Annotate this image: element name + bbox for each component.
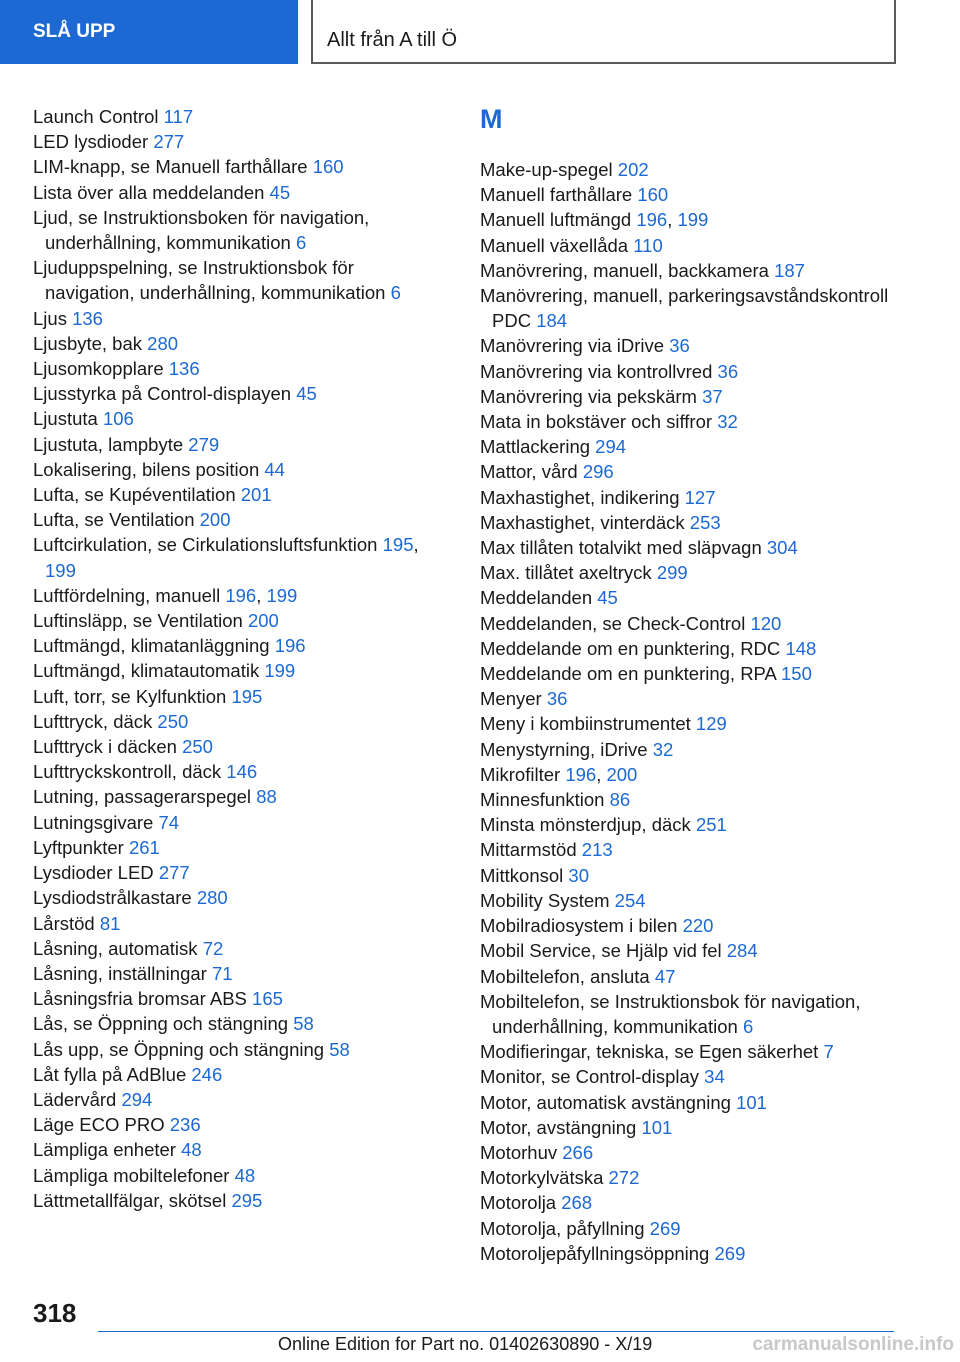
- index-entry: [480, 258, 900, 283]
- page-ref-link[interactable]: 202: [617, 159, 649, 180]
- index-term: Minsta mönsterdjup, däck: [480, 814, 691, 836]
- index-entry: [33, 911, 448, 936]
- index-term: Låsning, automatisk: [33, 937, 198, 959]
- index-term: Mattor, vård: [480, 461, 578, 483]
- index-entry: [480, 661, 900, 686]
- index-term: Lämpliga enheter: [33, 1139, 176, 1161]
- index-entry: [33, 129, 448, 154]
- index-term: Mobility System: [480, 889, 610, 911]
- index-term: Manövrering, manuell, backkamera: [480, 259, 769, 281]
- page-ref-link[interactable]: 199: [677, 209, 709, 231]
- index-entry: [480, 711, 900, 736]
- page-ref-link[interactable]: 101: [736, 1091, 767, 1113]
- page-ref-link[interactable]: 86: [609, 789, 631, 811]
- index-term: Luft, torr, se Kylfunktion: [33, 685, 227, 707]
- page-ref-link[interactable]: 236: [169, 1114, 201, 1136]
- index-entry: [480, 686, 900, 711]
- index-term: Mata in bokstäver och siffror: [480, 411, 713, 433]
- index-entry: [33, 709, 448, 734]
- index-term: Luftinsläpp, se Ventilation: [33, 610, 243, 632]
- page-ref-link[interactable]: 6: [390, 282, 401, 304]
- index-term: Manövrering via iDrive: [480, 335, 665, 357]
- page-ref-link[interactable]: 280: [196, 887, 228, 909]
- header-bar: [0, 0, 960, 66]
- index-term: Lysdioder LED: [33, 862, 154, 884]
- index-term: Luftmängd, klimatautomatik: [33, 660, 260, 682]
- index-entry: Mikrofilter 196, 200: [480, 763, 638, 785]
- page-ref-link[interactable]: 294: [121, 1088, 153, 1110]
- page-ref-link[interactable]: 45: [296, 383, 317, 405]
- index-term: Motorolja: [480, 1192, 557, 1214]
- index-entry: [33, 482, 448, 507]
- page-ref-link[interactable]: 299: [656, 562, 688, 584]
- index-entry: [480, 888, 900, 913]
- index-entry: [480, 611, 900, 636]
- page-ref-link[interactable]: 101: [641, 1116, 673, 1138]
- page-ref-link[interactable]: 196: [636, 209, 668, 231]
- index-entry: [33, 1188, 448, 1213]
- index-term: Lufta, se Kupéventilation: [33, 484, 236, 506]
- index-entry: [33, 457, 448, 482]
- index-term: Meddelande om en punktering, RDC: [480, 637, 781, 659]
- index-term: Mattlackering: [480, 436, 591, 458]
- section-tab[interactable]: SLÅ UPP: [0, 0, 298, 64]
- page-ref-link[interactable]: 37: [702, 385, 723, 407]
- index-term: Motor, avstängning: [480, 1116, 637, 1138]
- index-term: Meny i kombiinstrumentet: [480, 713, 691, 735]
- page-ref-link[interactable]: 146: [226, 761, 258, 783]
- page-ref-link[interactable]: 266: [562, 1141, 594, 1163]
- index-term: Menystyrning, iDrive: [480, 738, 648, 760]
- page-ref-link[interactable]: 160: [637, 184, 669, 206]
- index-column-right: [480, 104, 900, 1266]
- index-term: Manuell växellåda: [480, 234, 629, 256]
- page-ref-link[interactable]: 48: [234, 1164, 256, 1186]
- index-term: Max. tillåtet axeltryck: [480, 562, 652, 584]
- page-ref-link[interactable]: 48: [181, 1139, 202, 1161]
- index-term: Mikrofilter: [480, 763, 561, 785]
- page-ref-link[interactable]: 136: [168, 358, 200, 380]
- page-ref-link[interactable]: 127: [684, 486, 716, 508]
- page-ref-link[interactable]: 36: [669, 335, 690, 357]
- index-term: Mittarmstöd: [480, 839, 577, 861]
- index-entry: [33, 1037, 448, 1062]
- index-term: Läge ECO PRO: [33, 1114, 165, 1136]
- page-ref-link[interactable]: 250: [182, 736, 213, 758]
- index-term: Minnesfunktion: [480, 789, 605, 811]
- index-entry: [480, 1241, 900, 1266]
- page-ref-link[interactable]: 71: [211, 962, 233, 984]
- index-term: Mobilradiosystem i bilen: [480, 915, 678, 937]
- index-entry: [480, 636, 900, 661]
- index-entry: [480, 1115, 900, 1140]
- page-ref-link[interactable]: 32: [652, 738, 674, 760]
- page-ref-link[interactable]: 187: [774, 259, 805, 281]
- index-term: Motorkylvätska: [480, 1167, 604, 1189]
- page-ref-link[interactable]: 7: [823, 1041, 834, 1063]
- index-term: Ljud, se Instruktionsboken för navigation, underhållning, kommunikation: [33, 206, 370, 254]
- index-entry: [33, 306, 448, 331]
- page-ref-link[interactable]: 254: [614, 889, 646, 911]
- index-entry: [33, 759, 448, 784]
- index-entry: [33, 658, 448, 683]
- index-entry: [480, 863, 900, 888]
- index-entry: [480, 837, 900, 862]
- index-term: Lokalisering, bilens position: [33, 458, 260, 480]
- page-ref-link[interactable]: 261: [128, 836, 160, 858]
- index-term: Max tillåten totalvikt med släpvagn: [480, 537, 762, 559]
- index-entry: [480, 1090, 900, 1115]
- page-ref-link[interactable]: 304: [766, 537, 798, 559]
- index-entry: [480, 787, 900, 812]
- index-term: Manövrering via kontrollvred: [480, 360, 713, 382]
- index-term: Lista över alla meddelanden: [33, 181, 265, 203]
- page-ref-link[interactable]: 148: [785, 637, 817, 659]
- index-term: Ljustuta, lampbyte: [33, 433, 184, 455]
- page-ref-link[interactable]: 88: [256, 786, 277, 808]
- page-ref-link[interactable]: 199: [45, 559, 76, 581]
- index-term: Mobiltelefon, se Instruktionsbok för navigation, underhållning, kommunikation: [480, 990, 861, 1037]
- page-ref-link[interactable]: 47: [654, 965, 676, 987]
- index-term: Lufttryckskontroll, däck: [33, 761, 222, 783]
- index-entry: [480, 938, 900, 963]
- index-entry: [33, 406, 448, 431]
- index-entry: [480, 585, 900, 610]
- page-ref-link[interactable]: 199: [266, 584, 298, 606]
- index-term: Mittkonsol: [480, 864, 564, 886]
- index-term: Ljuduppspelning, se Instruktionsbok för navigation, underhållning, kommunikation: [33, 257, 386, 304]
- index-term: Menyer: [480, 688, 542, 710]
- page-ref-link[interactable]: 32: [717, 411, 738, 433]
- page-ref-link[interactable]: 213: [581, 839, 613, 861]
- index-entry: [33, 381, 448, 406]
- index-entry: [480, 459, 900, 484]
- page-ref-link[interactable]: 251: [695, 814, 727, 836]
- index-entry: [33, 507, 448, 532]
- page-ref-link[interactable]: 269: [714, 1242, 746, 1264]
- index-entry: [33, 784, 448, 809]
- index-term: Maxhastighet, vinterdäck: [480, 511, 685, 533]
- index-entry: [33, 835, 448, 860]
- index-entry: [33, 1137, 448, 1162]
- page-ref-link[interactable]: 195: [382, 534, 414, 556]
- index-entry: [33, 104, 448, 129]
- index-entry: [480, 913, 900, 938]
- page-ref-link[interactable]: 200: [606, 763, 638, 785]
- index-term: Mobil Service, se Hjälp vid fel: [480, 940, 722, 962]
- page-ref-link[interactable]: 45: [269, 181, 291, 203]
- index-entry: [480, 964, 900, 989]
- page-ref-link[interactable]: 36: [546, 688, 568, 710]
- index-entry: [480, 737, 900, 762]
- index-term: Lås upp, se Öppning och stängning: [33, 1038, 325, 1060]
- edition-info: Online Edition for Part no. 01402630890 - X/19: [278, 1334, 653, 1354]
- page-ref-link[interactable]: 36: [717, 360, 739, 382]
- page-ref-link[interactable]: 136: [72, 307, 103, 329]
- page-ref-link[interactable]: 277: [158, 862, 190, 884]
- page-ref-link[interactable]: 120: [750, 612, 782, 634]
- footer-divider: [98, 1331, 894, 1332]
- index-entry: [33, 608, 448, 633]
- page-ref-link[interactable]: 196: [274, 635, 306, 657]
- page-ref-link[interactable]: 106: [102, 408, 134, 430]
- index-term: Lättmetallfälgar, skötsel: [33, 1189, 227, 1211]
- index-term: Ljustuta: [33, 408, 98, 430]
- index-term: Meddelanden, se Check-Control: [480, 612, 746, 634]
- index-entry: Luftcirkulation, se Cirkulationsluftsfunktion 195, 199: [33, 534, 419, 581]
- page-ref-link[interactable]: 296: [582, 461, 614, 483]
- index-term: Luftcirkulation, se Cirkulationsluftsfunktion: [33, 534, 378, 556]
- page-ref-link[interactable]: 58: [293, 1013, 314, 1035]
- index-term: Motor, automatisk avstängning: [480, 1091, 731, 1113]
- index-term: Make-up-spegel: [480, 159, 613, 180]
- index-entry: [480, 384, 900, 409]
- page-ref-link[interactable]: 117: [163, 106, 194, 127]
- index-entry: [480, 1190, 900, 1215]
- section-letter: M: [480, 104, 503, 134]
- index-entry: [480, 485, 900, 510]
- page-ref-link[interactable]: 196: [565, 763, 597, 785]
- index-term: LIM-knapp, se Manuell farthållare: [33, 156, 308, 178]
- index-term: Manuell luftmängd: [480, 209, 632, 231]
- page-ref-link[interactable]: 200: [247, 610, 279, 632]
- index-term: Ljusbyte, bak: [33, 332, 143, 354]
- page-ref-link[interactable]: 44: [264, 458, 285, 480]
- index-entry: [33, 1062, 448, 1087]
- page-title: Allt från A till Ö: [311, 0, 896, 64]
- index-entry: [480, 1165, 900, 1190]
- index-entry: [480, 812, 900, 837]
- index-entry: [33, 860, 448, 885]
- index-term: Låt fylla på AdBlue: [33, 1063, 187, 1085]
- index-entry: [33, 356, 448, 381]
- index-term: Ljusomkopplare: [33, 358, 164, 380]
- index-term: Launch Control: [33, 106, 159, 127]
- page-ref-link[interactable]: 184: [536, 310, 568, 332]
- page-ref-link[interactable]: 30: [568, 864, 589, 886]
- index-term: Meddelanden: [480, 587, 593, 609]
- page-ref-link[interactable]: 284: [726, 940, 758, 962]
- index-term: Lufttryck i däcken: [33, 736, 177, 758]
- index-entry: [33, 1163, 448, 1188]
- page-number: 318: [33, 1298, 77, 1328]
- page-ref-link[interactable]: 160: [312, 156, 344, 178]
- page-ref-link[interactable]: 165: [252, 988, 283, 1010]
- index-entry: [33, 810, 448, 835]
- index-term: Motorolja, påfyllning: [480, 1217, 645, 1239]
- index-term: Lås, se Öppning och stängning: [33, 1013, 289, 1035]
- page-ref-link[interactable]: 195: [231, 685, 263, 707]
- index-term: Manuell farthållare: [480, 184, 633, 206]
- index-entry: [33, 885, 448, 910]
- page-ref-link[interactable]: 74: [158, 811, 180, 833]
- index-entry: [33, 1112, 448, 1137]
- index-term: Lysdiodstrålkastare: [33, 887, 192, 909]
- page-ref-link[interactable]: 253: [689, 511, 721, 533]
- page-ref-link[interactable]: 34: [704, 1066, 725, 1088]
- index-term: Manövrering, manuell, parkeringsavståndskontroll PDC: [480, 285, 889, 332]
- index-term: Manövrering via pekskärm: [480, 385, 697, 407]
- index-entry: [33, 986, 448, 1011]
- page-ref-link[interactable]: 72: [202, 937, 224, 959]
- page-ref-link[interactable]: 196: [225, 584, 257, 606]
- index-entry: [33, 734, 448, 759]
- index-entry: [480, 1216, 900, 1241]
- index-term: Motoroljepåfyllningsöppning: [480, 1242, 710, 1264]
- index-term: Maxhastighet, indikering: [480, 486, 680, 508]
- index-term: Lutning, passagerarspegel: [33, 786, 252, 808]
- index-term: Lyftpunkter: [33, 836, 124, 858]
- index-entry: [480, 157, 900, 182]
- index-entry: [33, 432, 448, 457]
- index-entry: [33, 154, 448, 179]
- index-term: Motorhuv: [480, 1141, 558, 1163]
- index-entry: [480, 510, 900, 535]
- page-ref-link[interactable]: 295: [231, 1189, 263, 1211]
- index-entry: [33, 936, 448, 961]
- index-term: Lufta, se Ventilation: [33, 509, 195, 531]
- index-entry: [33, 633, 448, 658]
- page-ref-link[interactable]: 294: [595, 436, 627, 458]
- index-entry: [480, 233, 900, 258]
- index-entry: [480, 535, 900, 560]
- page-ref-link[interactable]: 272: [608, 1167, 640, 1189]
- index-entry: [480, 182, 900, 207]
- index-entry: [480, 359, 900, 384]
- index-column-left: [33, 104, 448, 1213]
- index-entry: [480, 989, 900, 1039]
- page-ref-link[interactable]: 6: [295, 232, 307, 254]
- page-ref-link[interactable]: 280: [147, 332, 179, 354]
- page-ref-link[interactable]: 277: [153, 131, 185, 153]
- index-entry: [480, 560, 900, 585]
- index-term: Luftfördelning, manuell: [33, 584, 221, 606]
- index-entry: [33, 684, 448, 709]
- index-entry: [33, 205, 448, 255]
- index-entry: [480, 1140, 900, 1165]
- index-term: Låsningsfria bromsar ABS: [33, 988, 247, 1010]
- index-entry: [33, 1011, 448, 1036]
- index-term: Låsning, inställningar: [33, 962, 207, 984]
- index-term: Luftmängd, klimatanläggning: [33, 635, 270, 657]
- index-entry: [480, 434, 900, 459]
- page-ref-link[interactable]: 268: [561, 1192, 593, 1214]
- page-ref-link[interactable]: 45: [597, 587, 618, 609]
- index-term: Lufttryck, däck: [33, 710, 153, 732]
- index-term: Ljus: [33, 307, 67, 329]
- index-entry: [33, 255, 448, 305]
- page-ref-link[interactable]: 250: [157, 710, 189, 732]
- index-term: Lutningsgivare: [33, 811, 154, 833]
- index-term: LED lysdioder: [33, 131, 149, 153]
- page-ref-link[interactable]: 201: [240, 484, 272, 506]
- page-ref-link[interactable]: 6: [742, 1015, 754, 1037]
- index-entry: [33, 180, 448, 205]
- watermark: carmanualsonline.info: [752, 1334, 954, 1355]
- page-ref-link[interactable]: 220: [682, 915, 714, 937]
- index-entry: [480, 283, 900, 333]
- index-entry: [480, 1039, 900, 1064]
- index-term: Monitor, se Control-display: [480, 1066, 700, 1088]
- index-entry: Manuell luftmängd 196, 199: [480, 209, 709, 231]
- page-ref-link[interactable]: 129: [695, 713, 727, 735]
- page-ref-link[interactable]: 81: [99, 912, 121, 934]
- index-entry: [480, 1064, 900, 1089]
- index-entry: [33, 961, 448, 986]
- page-ref-link[interactable]: 58: [329, 1038, 350, 1060]
- page-ref-link[interactable]: 279: [188, 433, 220, 455]
- index-term: Lårstöd: [33, 912, 95, 934]
- index-entry: [480, 409, 900, 434]
- index-term: Mobiltelefon, ansluta: [480, 965, 650, 987]
- index-entry: [33, 331, 448, 356]
- page-ref-link[interactable]: 150: [781, 663, 812, 685]
- index-term: Modifieringar, tekniska, se Egen säkerhet: [480, 1041, 819, 1063]
- page-ref-link[interactable]: 269: [649, 1217, 681, 1239]
- page-ref-link[interactable]: 199: [264, 660, 296, 682]
- index-term: Ljusstyrka på Control-displayen: [33, 383, 292, 405]
- index-entry: [480, 333, 900, 358]
- index-term: Lädervård: [33, 1088, 117, 1110]
- index-term: Meddelande om en punktering, RPA: [480, 663, 776, 685]
- page-ref-link[interactable]: 110: [633, 234, 663, 256]
- page-ref-link[interactable]: 246: [191, 1063, 223, 1085]
- index-entry: Luftfördelning, manuell 196, 199: [33, 584, 298, 606]
- index-entry: [33, 1087, 448, 1112]
- page-ref-link[interactable]: 200: [199, 509, 231, 531]
- index-term: Lämpliga mobiltelefoner: [33, 1164, 230, 1186]
